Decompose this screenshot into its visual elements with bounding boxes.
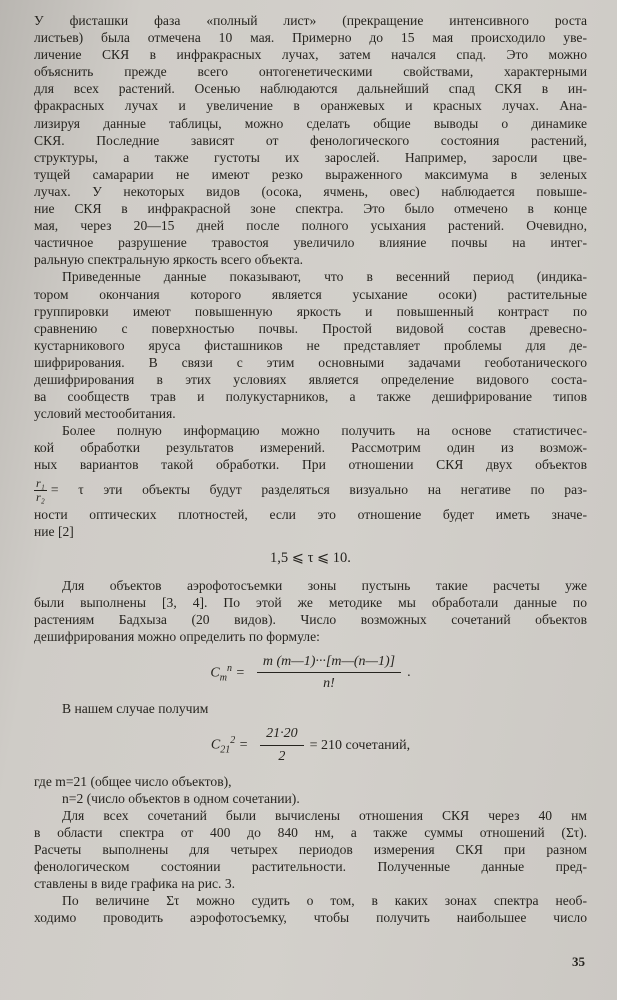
text-line: группировки имеют повышенную яркость и повышенный контраст по xyxy=(34,303,587,319)
text-line: личение СКЯ в инфракрасных лучах, затем начался спад. Это можно xyxy=(34,47,587,63)
formula-denominator: n! xyxy=(323,676,335,692)
text-line: Для всех сочетаний были вычислены отношения СКЯ через 40 нм xyxy=(62,807,587,823)
text-line: для всех растений. Осенью наблюдаются дальнейший спад СКЯ в ин- xyxy=(34,81,587,97)
text-line: В нашем случае получим xyxy=(62,701,209,717)
text-line: ральную спектральную яркость всего объекта. xyxy=(34,252,304,268)
text-line: У фисташки фаза «полный лист» (прекращение интенсивного роста xyxy=(34,13,587,28)
paragraph-2 xyxy=(34,268,587,422)
formula-lhs: $C_m^n$ = xyxy=(210,662,245,683)
text-line: фракрасных лучах и увеличение в оранжевых и красных лучах. Ана- xyxy=(34,98,587,114)
formula-numerator: 21·20 xyxy=(260,725,304,745)
text-line: лизируя данные таблицы, можно сделать общие выводы о динамике xyxy=(34,115,587,131)
paragraph-3-continued xyxy=(34,506,587,540)
text-line: частичное разрушение травостоя увеличило влияние почвы на интег- xyxy=(34,235,587,251)
variable-definitions xyxy=(34,773,587,807)
text-line: объяснить прежде всего онтогенетическими свойствами, характерными xyxy=(34,64,587,80)
text-line: тущей самарарии не имеют резко выраженного максимума в зеленых xyxy=(34,166,587,182)
text-line: ности оптических плотностей, если это отношение будет иметь значе- xyxy=(34,506,587,522)
formula-fraction xyxy=(260,725,304,764)
text-line: ходимо проводить аэрофотосъемку, чтобы получить наибольшее число xyxy=(34,910,587,926)
text-line: структуры, а также густоты их зарослей. Например, заросли цве- xyxy=(34,149,587,165)
text-line: Приведенные данные показывают, что в весенний период (индика- xyxy=(62,269,587,285)
page-number: 35 xyxy=(572,953,585,969)
formula-subscript: 21 xyxy=(220,744,231,756)
text-line: ва сообществ трав и полукустарников, а также дешифрирование типов xyxy=(34,389,587,405)
text-line: дешифрирования в этих условиях является определение видового соста- xyxy=(34,371,587,387)
ratio-fraction xyxy=(34,477,47,504)
text-line: Для объектов аэрофотосъемки зоны пустынь такие расчеты уже xyxy=(62,577,587,593)
text-line: Более полную информацию можно получить на основе статистичес- xyxy=(62,423,587,439)
text-line: кустарникового яруса фисташников не представляет проблемы для де- xyxy=(34,337,587,353)
text-line: листьев) была отмечена 10 мая. Примерно до 15 мая происходило уве- xyxy=(34,30,587,46)
text-line: тором окончания которого является усыхание осоки) растительные xyxy=(34,286,587,302)
text-line: лучах. У некоторых видов (осока, ячмень, овес) наблюдается повыше- xyxy=(34,183,587,199)
text-line: СКЯ. Последние зависят от фенологического состояния растений, xyxy=(34,132,587,148)
paragraph-4 xyxy=(34,577,587,645)
text-line: По величине Στ можно судить о том, в каких зонах спектра необ- xyxy=(62,893,587,909)
formula-tail: . xyxy=(407,665,411,681)
formula-symbol: C xyxy=(210,737,221,753)
text-line: Расчеты выполнены для четырех периодов измерения СКЯ при разном xyxy=(34,842,587,858)
text-line: кой обработки результатов измерений. Рассмотрим один из возмож- xyxy=(34,440,587,456)
text-line: n=2 (число объектов в одном сочетании). xyxy=(62,790,300,806)
formula-superscript: 2 xyxy=(230,734,236,746)
text-line: условий местообитания. xyxy=(34,406,176,422)
text-line: шифрирования. В связи с этим основными задачами геоботанического xyxy=(34,354,587,370)
formula-tail: = 210 сочетаний, xyxy=(309,737,411,753)
inequality-formula: 1,5 ⩽ τ ⩽ 10. xyxy=(270,549,351,566)
paragraph-5 xyxy=(34,700,587,717)
text-line: где m=21 (общее число объектов), xyxy=(34,773,232,789)
paragraph-1 xyxy=(34,12,587,268)
ratio-denominator: r₂ xyxy=(36,489,45,504)
formula-superscript: n xyxy=(226,662,232,674)
text-line: ние СКЯ в инфракрасной зоне спектра. Это было отмечено в конце xyxy=(34,201,587,217)
paragraph-3 xyxy=(34,422,587,473)
formula-fraction xyxy=(257,653,401,692)
text-line: сравнению с поверхностью почвы. Простой видовой состав древесно- xyxy=(34,320,587,336)
text-line: в области спектра от 400 до 840 нм, а также суммы отношений (Στ). xyxy=(34,824,587,840)
text-line: ставлены в виде графика на рис. 3. xyxy=(34,876,236,892)
text-line: дешифрирования можно определить по формуле: xyxy=(34,629,320,645)
paragraph-6 xyxy=(34,807,587,892)
formula-subscript: m xyxy=(219,671,227,683)
result-formula xyxy=(34,725,587,764)
text-line: были выполнены [3, 4]. По этой же методике мы обработали данные по xyxy=(34,594,587,610)
ratio-line xyxy=(34,477,587,504)
text-line: мая, через 20—15 дней после полного усыхания растений. Очевидно, xyxy=(34,218,587,234)
formula-numerator: m (m—1)···[m—(n—1)] xyxy=(257,653,401,673)
formula-lhs: $C_{21}^2$ = xyxy=(210,734,249,756)
formula-symbol: C xyxy=(210,665,220,681)
text-line: растениям Бадхыза (20 видов). Число возможных сочетаний объектов xyxy=(34,612,587,627)
ratio-numerator: r₁ xyxy=(36,475,45,490)
text-line: = τ эти объекты будут разделяться визуально на негативе по раз- xyxy=(50,482,587,498)
combinations-formula xyxy=(34,653,587,692)
formula-denominator: 2 xyxy=(278,748,286,764)
text-line: фенологическом состоянии растительности. Полученные данные пред- xyxy=(34,859,587,875)
text-line: ных вариантов такой обработки. При отношении СКЯ двух объектов xyxy=(34,457,587,473)
paragraph-7 xyxy=(34,892,587,926)
text-line: ние [2] xyxy=(34,523,74,539)
